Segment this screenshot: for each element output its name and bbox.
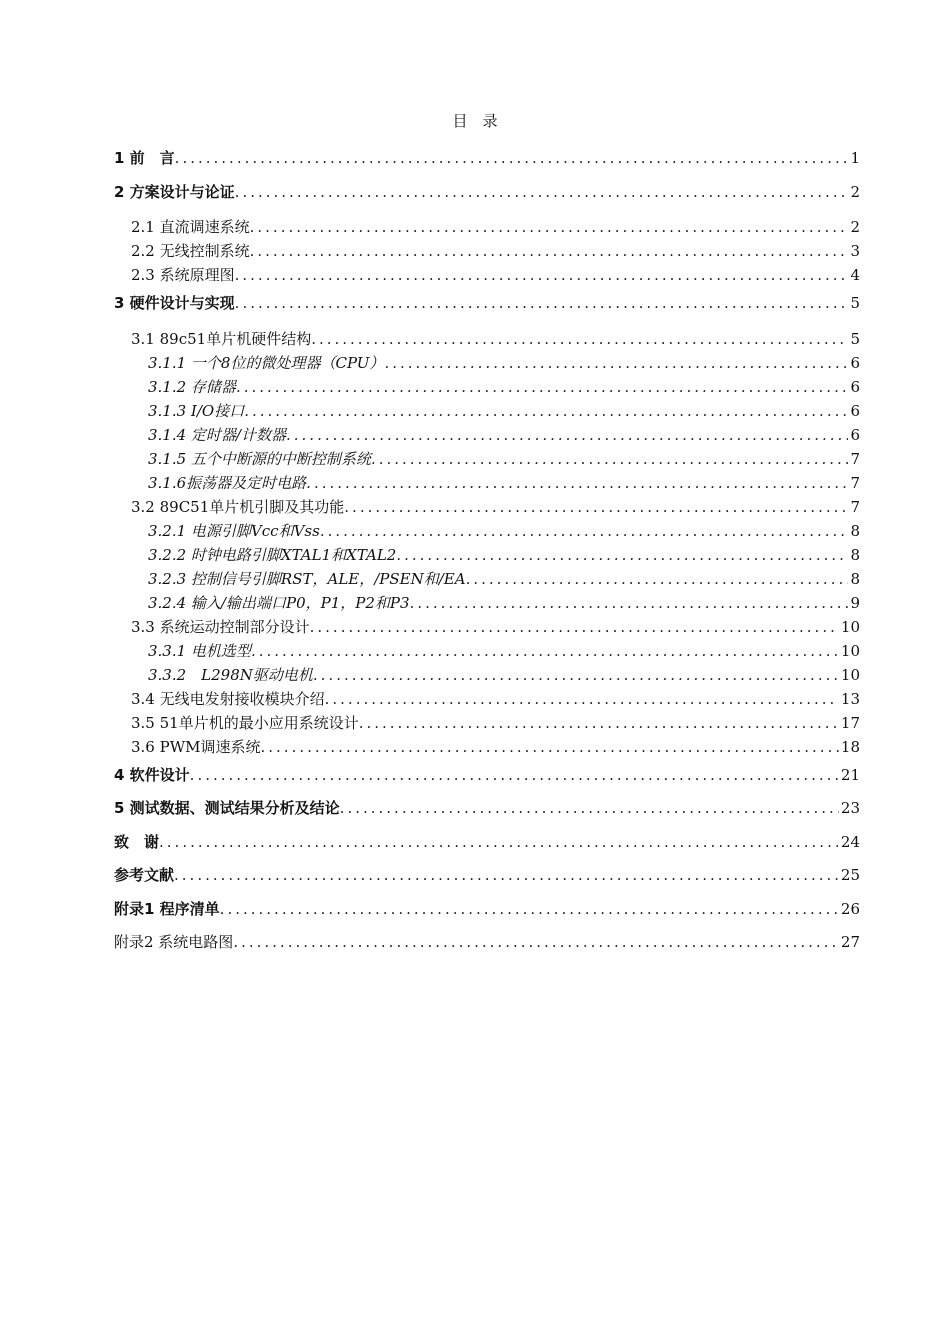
toc-entry-label: 3.3 系统运动控制部分设计 bbox=[131, 617, 310, 636]
toc-page-number: 6 bbox=[850, 425, 860, 444]
toc-dot-leader bbox=[220, 893, 839, 927]
toc-dot-leader bbox=[344, 495, 848, 519]
toc-entry-label: 2.2 无线控制系统 bbox=[131, 242, 250, 260]
toc-entry[interactable] bbox=[114, 859, 860, 893]
toc-page-number: 8 bbox=[850, 569, 860, 588]
toc-entry[interactable] bbox=[114, 639, 860, 663]
toc-entry[interactable] bbox=[114, 351, 860, 375]
toc-dot-leader bbox=[410, 591, 849, 615]
toc-entry[interactable] bbox=[114, 399, 860, 423]
toc-entry[interactable] bbox=[114, 792, 860, 826]
toc-entry[interactable] bbox=[114, 519, 860, 543]
toc-dot-leader bbox=[286, 423, 848, 447]
toc-page-number: 23 bbox=[840, 799, 860, 817]
toc-entry[interactable] bbox=[114, 711, 860, 735]
toc-entry[interactable] bbox=[114, 893, 860, 927]
toc-dot-leader bbox=[251, 639, 839, 663]
toc-entry-label: 3.2.3 控制信号引脚RST，ALE，/PSEN和/EA bbox=[148, 569, 466, 588]
toc-dot-leader bbox=[325, 687, 839, 711]
toc-entry-label: 3.2.4 输入/输出端口P0，P1，P2和P3 bbox=[148, 593, 410, 612]
toc-page-number: 26 bbox=[840, 899, 860, 918]
toc-page-number: 18 bbox=[840, 737, 860, 756]
toc-dot-leader bbox=[340, 792, 839, 826]
toc-page-number: 13 bbox=[840, 689, 860, 708]
toc-page-number: 7 bbox=[850, 473, 860, 492]
toc-page-number: 1 bbox=[850, 149, 860, 167]
toc-entry-label: 3 硬件设计与实现 bbox=[114, 294, 235, 312]
toc-entry[interactable] bbox=[114, 263, 860, 287]
toc-page-number: 7 bbox=[850, 497, 860, 516]
toc-dot-leader bbox=[244, 399, 848, 423]
toc-entry-label: 2.3 系统原理图 bbox=[131, 266, 235, 284]
toc-page-number: 10 bbox=[840, 617, 860, 636]
toc-page-number: 4 bbox=[850, 266, 860, 284]
toc-dot-leader bbox=[250, 239, 849, 263]
toc-entry-label: 3.1.3 I/O接口 bbox=[148, 401, 245, 420]
toc-dot-leader bbox=[174, 859, 839, 893]
toc-dot-leader bbox=[190, 759, 839, 793]
toc-entry-label: 1 前 言 bbox=[114, 149, 175, 167]
toc-entry-label: 5 测试数据、测试结果分析及结论 bbox=[114, 799, 340, 817]
toc-page-number: 8 bbox=[850, 521, 860, 540]
toc-dot-leader bbox=[310, 615, 839, 639]
toc-entry-label: 3.3.1 电机选型 bbox=[148, 641, 251, 660]
toc-page-number: 7 bbox=[850, 449, 860, 468]
toc-entry[interactable] bbox=[114, 735, 860, 759]
toc-entry[interactable] bbox=[114, 287, 860, 321]
toc-entry-label: 3.1 89c51单片机硬件结构 bbox=[131, 329, 312, 348]
toc-entry[interactable] bbox=[114, 615, 860, 639]
toc-page-number: 9 bbox=[850, 593, 860, 612]
toc-dot-leader bbox=[235, 287, 849, 321]
toc-page-number: 10 bbox=[840, 665, 860, 684]
toc-entry[interactable] bbox=[114, 471, 860, 495]
toc-dot-leader bbox=[261, 735, 839, 759]
toc-dot-leader bbox=[235, 176, 849, 210]
toc-dot-leader bbox=[320, 519, 849, 543]
toc-page-number: 5 bbox=[850, 329, 860, 348]
toc-entry[interactable] bbox=[114, 663, 860, 687]
toc-entry-label: 3.1.4 定时器/计数器 bbox=[148, 425, 286, 444]
toc-entry-label: 3.1.6振荡器及定时电路 bbox=[148, 473, 307, 492]
toc-page-number: 17 bbox=[840, 713, 860, 732]
toc-entry-label: 3.4 无线电发射接收模块介绍 bbox=[131, 689, 325, 708]
toc-entry[interactable] bbox=[114, 567, 860, 591]
toc-dot-leader bbox=[384, 351, 848, 375]
toc-entry-label: 3.1.2 存储器 bbox=[148, 377, 236, 396]
toc-page-number: 6 bbox=[850, 377, 860, 396]
toc-page-number: 10 bbox=[840, 641, 860, 660]
toc-dot-leader bbox=[359, 711, 839, 735]
table-of-contents bbox=[114, 142, 860, 960]
toc-entry-label: 附录2 系统电路图 bbox=[114, 933, 234, 951]
toc-entry[interactable] bbox=[114, 142, 860, 176]
toc-entry-label: 4 软件设计 bbox=[114, 765, 190, 784]
toc-entry[interactable] bbox=[114, 239, 860, 263]
toc-entry-label: 致 谢 bbox=[114, 832, 160, 851]
toc-entry[interactable] bbox=[114, 447, 860, 471]
toc-entry-label: 3.1.5 五个中断源的中断控制系统 bbox=[148, 449, 371, 468]
toc-page-number: 5 bbox=[850, 294, 860, 312]
toc-entry[interactable] bbox=[114, 826, 860, 860]
toc-entry[interactable] bbox=[114, 375, 860, 399]
toc-entry[interactable] bbox=[114, 543, 860, 567]
toc-entry-label: 附录1 程序清单 bbox=[114, 899, 220, 918]
toc-dot-leader bbox=[175, 142, 849, 176]
toc-dot-leader bbox=[396, 543, 848, 567]
toc-dot-leader bbox=[311, 327, 848, 351]
toc-page-number: 21 bbox=[840, 765, 860, 784]
toc-entry-label: 2.1 直流调速系统 bbox=[131, 218, 250, 236]
toc-page-number: 2 bbox=[850, 218, 860, 236]
toc-dot-leader bbox=[235, 263, 849, 287]
toc-dot-leader bbox=[306, 471, 848, 495]
toc-page-number: 8 bbox=[850, 545, 860, 564]
toc-page-number: 2 bbox=[850, 182, 860, 201]
toc-dot-leader bbox=[371, 447, 849, 471]
toc-dot-leader bbox=[233, 926, 839, 960]
toc-dot-leader bbox=[236, 375, 849, 399]
toc-entry-label: 3.2 89C51单片机引脚及其功能 bbox=[131, 497, 345, 516]
toc-entry[interactable] bbox=[114, 759, 860, 793]
toc-entry[interactable] bbox=[114, 176, 860, 210]
toc-dot-leader bbox=[466, 567, 849, 591]
toc-entry-label: 3.1.1 一个8位的微处理器（CPU） bbox=[148, 353, 385, 372]
toc-dot-leader bbox=[159, 826, 839, 860]
toc-title: 目 录 bbox=[452, 112, 498, 130]
toc-entry-label: 3.3.2 L298N驱动电机 bbox=[148, 665, 313, 684]
toc-dot-leader bbox=[250, 215, 849, 239]
toc-entry[interactable] bbox=[114, 687, 860, 711]
toc-entry[interactable] bbox=[114, 591, 860, 615]
toc-page-number: 27 bbox=[840, 933, 860, 951]
toc-entry-label: 3.2.2 时钟电路引脚XTAL1和XTAL2 bbox=[148, 545, 397, 564]
toc-entry-label: 3.2.1 电源引脚Vcc和Vss bbox=[148, 521, 320, 540]
toc-entry-label: 参考文献 bbox=[114, 866, 175, 884]
toc-entry[interactable] bbox=[114, 495, 860, 519]
toc-entry[interactable] bbox=[114, 215, 860, 239]
toc-page-number: 24 bbox=[840, 832, 860, 851]
toc-dot-leader bbox=[313, 663, 839, 687]
toc-page-number: 6 bbox=[850, 401, 860, 420]
toc-entry[interactable] bbox=[114, 423, 860, 447]
toc-entry-label: 3.6 PWM调速系统 bbox=[131, 737, 261, 756]
toc-page-number: 6 bbox=[850, 353, 860, 372]
toc-page-number: 25 bbox=[840, 866, 860, 884]
toc-entry-label: 2 方案设计与论证 bbox=[114, 182, 235, 201]
toc-entry[interactable] bbox=[114, 327, 860, 351]
toc-entry[interactable] bbox=[114, 926, 860, 960]
toc-page-number: 3 bbox=[850, 242, 860, 260]
toc-entry-label: 3.5 51单片机的最小应用系统设计 bbox=[131, 713, 359, 732]
